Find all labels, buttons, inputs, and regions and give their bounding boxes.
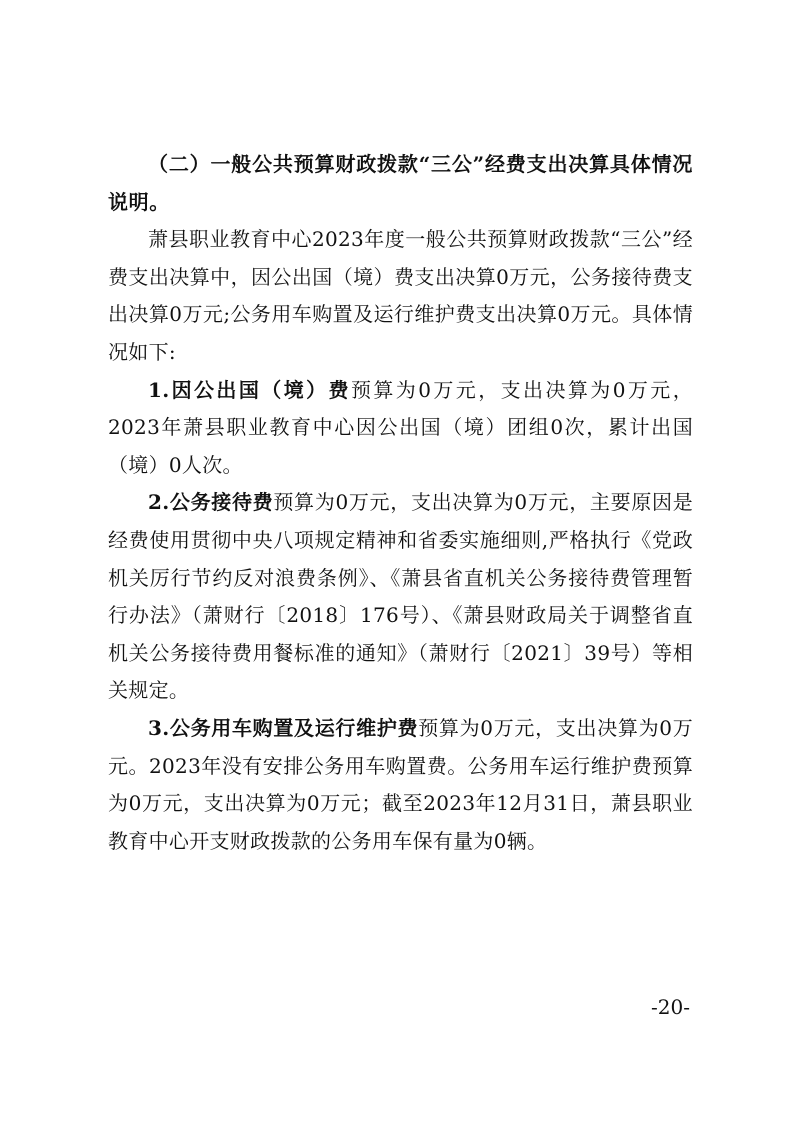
intro-paragraph: 萧县职业教育中心2023年度一般公共预算财政拨款“三公”经费支出决算中，因公出国（境）费支出决算0万元，公务接待费支出决算0万元;公务用车购置及运行维护费支出决算0万元。具体情况如下:: [108, 227, 693, 364]
item-label: 3.公务用车购置及运行维护费: [148, 715, 419, 740]
item-paragraph-1: [108, 372, 693, 485]
item-text: 预算为0万元，支出决算为0万元，2023年萧县职业教育中心因公出国（境）团组0次，累计出国（境）0人次。: [108, 377, 693, 477]
item-paragraph-2: [108, 484, 693, 710]
item-paragraph-3: [108, 710, 693, 860]
item-label: 2.公务接待费: [148, 490, 274, 515]
item-label: 1.因公出国（境）费: [148, 377, 351, 402]
page-number: -20-: [651, 995, 690, 1019]
document-body: [108, 146, 693, 860]
section-heading: （二）一般公共预算财政拨款“三公”经费支出决算具体情况说明。: [108, 152, 693, 214]
item-text: 预算为0万元，支出决算为0万元，主要原因是经费使用贯彻中央八项规定精神和省委实施细则,严格执行《党政机关厉行节约反对浪费条例》、《萧县省直机关公务接待费管理暂行办法》（萧财行〔2018〕176号）、《萧县财政局关于调整省直机关公务接待费用餐标准的通知》（萧财行〔2021〕39号）等相关规定。: [108, 490, 694, 703]
item-text: 预算为0万元，支出决算为0万元。2023年没有安排公务用车购置费。公务用车运行维护费预算为0万元，支出决算为0万元；截至2023年12月31日，萧县职业教育中心开支财政拨款的公务用车保有量为0辆。: [108, 715, 693, 853]
